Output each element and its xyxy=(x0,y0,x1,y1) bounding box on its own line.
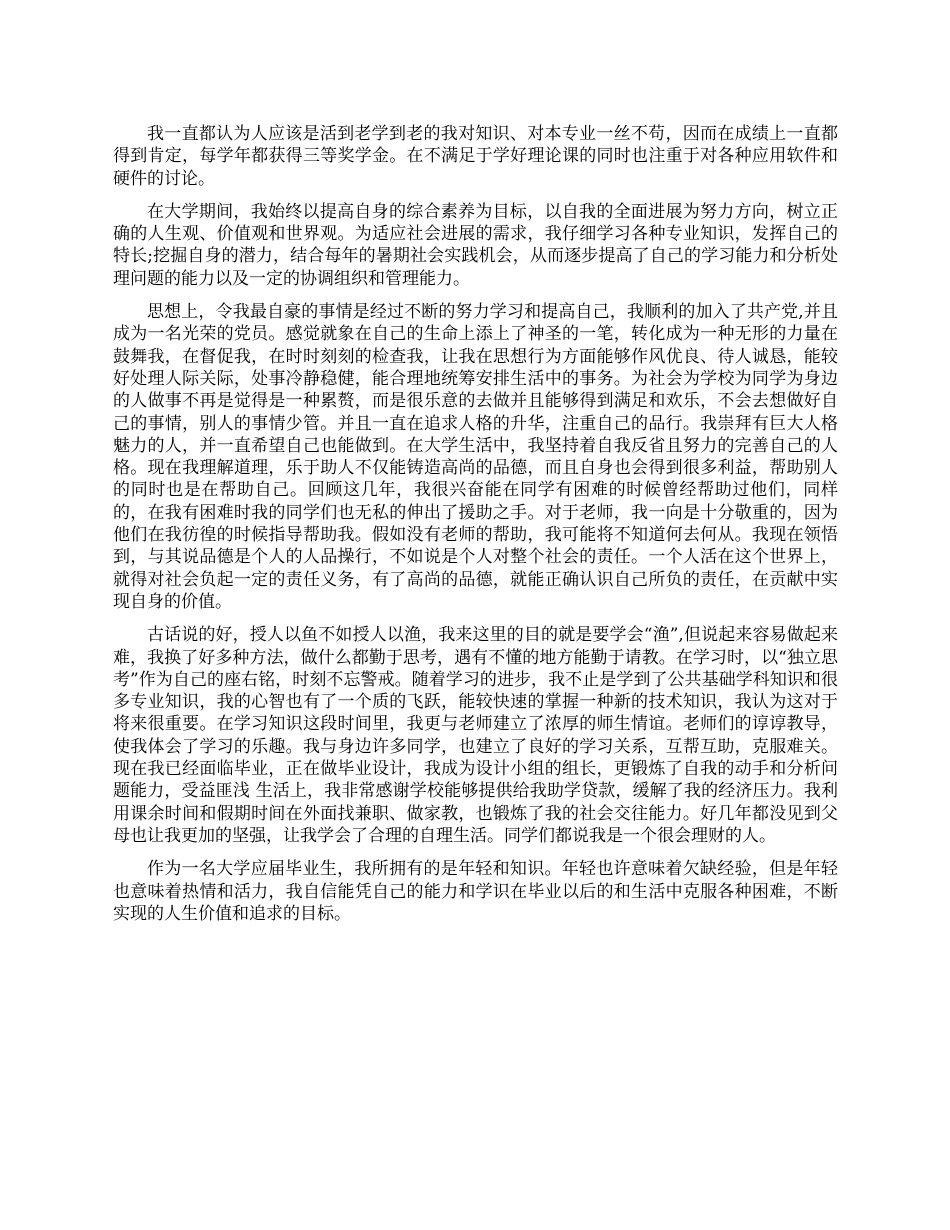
paragraph-ideology: 思想上，令我最自豪的事情是经过不断的努力学习和提高自己，我顺利的加入了共产党,并且成为一名光荣的党员。感觉就象在自己的生命上添上了神圣的一笔，转化成为一种无形的力量在鼓舞我，在督促我，在时时刻刻的检查我，让我在思想行为方面能够作风优良、待人诚恳，能较好处理人际关际，处事冷静稳健，能合理地统筹安排生活中的事务。为社会为学校为同学为身边的人做事不再是觉得是一种累赘，而是很乐意的去做并且能够得到满足和欢乐，不会去想做好自己的事情，别人的事情少管。并且一直在追求人格的升华，注重自己的品行。我崇拜有巨大人格魅力的人，并一直希望自己也能做到。在大学生活中，我坚持着自我反省且努力的完善自己的人格。现在我理解道理，乐于助人不仅能铸造高尚的品德，而且自身也会得到很多利益，帮助别人的同时也是在帮助自己。回顾这几年，我很兴奋能在同学有困难的时候曾经帮助过他们，同样的，在我有困难时我的同学们也无私的伸出了援助之手。对于老师，我一向是十分敬重的，因为他们在我彷徨的时候指导帮助我。假如没有老师的帮助，我可能将不知道何去何从。我现在领悟到，与其说品德是个人的人品操行，不如说是个人对整个社会的责任。一个人活在这个世界上，就得对社会负起一定的责任义务，有了高尚的品德，就能正确认识自己所负的责任，在贡献中实现自身的价值。 xyxy=(113,302,838,612)
paragraph-conclusion: 作为一名大学应届毕业生，我所拥有的是年轻和知识。年轻也许意味着欠缺经验，但是年轻也意味着热情和活力，我自信能凭自己的能力和学识在毕业以后的和生活中克服各种困难，不断实现的人生价值和追求的目标。 xyxy=(113,859,838,924)
document-body xyxy=(113,123,838,936)
paragraph-learning-and-life: 古话说的好，授人以鱼不如授人以渔，我来这里的目的就是要学会“渔”,但说起来容易做起来难，我换了好多种方法，做什么都勤于思考，遇有不懂的地方能勤于请教。在学习时，以“独立思考”作为自己的座右铭，时刻不忘警戒。随着学习的进步，我不止是学到了公共基础学科知识和很多专业知识，我的心智也有了一个质的飞跃，能较快速的掌握一种新的技术知识，我认为这对于将来很重要。在学习知识这段时间里，我更与老师建立了浓厚的师生情谊。老师们的谆谆教导，使我体会了学习的乐趣。我与身边许多同学，也建立了良好的学习关系，互帮互助，克服难关。现在我已经面临毕业，正在做毕业设计，我成为设计小组的组长，更锻炼了自我的动手和分析问题能力，受益匪浅 生活上，我非常感谢学校能够提供给我助学贷款，缓解了我的经济压力。我利用课余时间和假期时间在外面找兼职、做家教，也锻炼了我的社会交往能力。好几年都没见到父母也让我更加的坚强，让我学会了合理的自理生活。同学们都说我是一个很会理财的人。 xyxy=(113,625,838,846)
paragraph-study-attitude: 我一直都认为人应该是活到老学到老的我对知识、对本专业一丝不苟，因而在成绩上一直都得到肯定，每学年都获得三等奖学金。在不满足于学好理论课的同时也注重于对各种应用软件和硬件的讨论。 xyxy=(113,124,838,189)
paragraph-university-period: 在大学期间，我始终以提高自身的综合素养为目标，以自我的全面进展为努力方向，树立正确的人生观、价值观和世界观。为适应社会进展的需求，我仔细学习各种专业知识，发挥自己的特长;挖掘自身的潜力，结合每年的暑期社会实践机会，从而逐步提高了自己的学习能力和分析处理问题的能力以及一定的协调组织和管理能力。 xyxy=(113,201,838,289)
